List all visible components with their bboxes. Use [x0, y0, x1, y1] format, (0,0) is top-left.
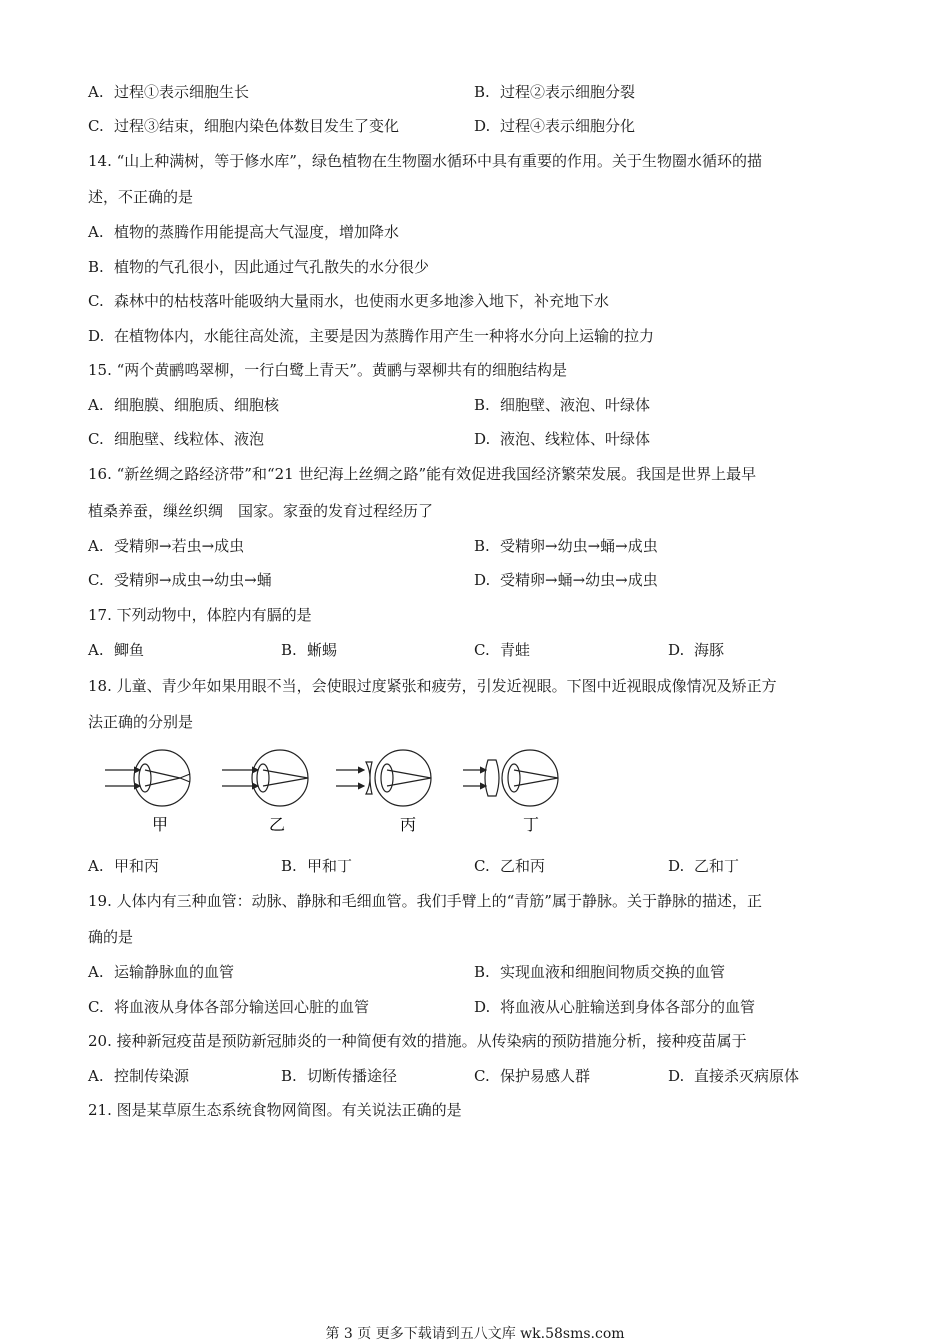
eye-diagram-jia [105, 750, 190, 806]
eye-diagram-bing [336, 750, 431, 806]
q14-option-c: C. 森林中的枯枝落叶能吸纳大量雨水，也使雨水更多地渗入地下，补充地下水 [88, 292, 610, 310]
q17-option-a: A. 鲫鱼 [88, 641, 145, 659]
q15-stem: 15. “两个黄鹂鸣翠柳，一行白鹭上青天”。黄鹂与翠柳共有的细胞结构是 [88, 361, 567, 379]
q16-stem-line1: 16. “新丝绸之路经济带”和“21 世纪海上丝绸之路”能有效促进我国经济繁荣发展。我国是世界上最早 [88, 465, 757, 483]
q17-option-c: C. 青蛙 [474, 641, 531, 659]
q15-option-c: C. 细胞壁、线粒体、液泡 [88, 430, 265, 448]
q17-stem: 17. 下列动物中，体腔内有膈的是 [88, 606, 312, 624]
q17-option-b: B. 蜥蜴 [281, 641, 338, 659]
q14-option-a: A. 植物的蒸腾作用能提高大气湿度，增加降水 [88, 223, 400, 241]
eye-diagram-yi [222, 750, 308, 806]
q19-option-a: A. 运输静脉血的血管 [88, 963, 235, 981]
q20-option-a: A. 控制传染源 [88, 1067, 190, 1085]
q19-option-d: D. 将血液从心脏输送到身体各部分的血管 [474, 998, 756, 1016]
q14-stem-line1: 14. “山上种满树，等于修水库”，绿色植物在生物圈水循环中具有重要的作用。关于生物圈水循环的描 [88, 152, 762, 170]
figure-label-jia: 甲 [151, 815, 169, 834]
q18-stem-line1: 18. 儿童、青少年如果用眼不当，会使眼过度紧张和疲劳，引发近视眼。下图中近视眼成像情况及矫正方 [88, 677, 777, 695]
q21-stem: 21. 图是某草原生态系统食物网简图。有关说法正确的是 [88, 1101, 462, 1119]
q18-option-c: C. 乙和丙 [474, 857, 546, 875]
q19-stem-line1: 19. 人体内有三种血管：动脉、静脉和毛细血管。我们手臂上的“青筋”属于静脉。关于静脉的描述，正 [88, 892, 762, 910]
q13-option-b: B. 过程②表示细胞分裂 [474, 83, 636, 101]
q16-option-c: C. 受精卵→成虫→幼虫→蛹 [88, 571, 272, 589]
q19-stem-line2: 确的是 [88, 928, 134, 946]
q16-option-b: B. 受精卵→幼虫→蛹→成虫 [474, 537, 658, 555]
q13-option-c: C. 过程③结束，细胞内染色体数目发生了变化 [88, 117, 400, 135]
q18-option-a: A. 甲和丙 [88, 857, 160, 875]
q14-option-d: D. 在植物体内，水能往高处流，主要是因为蒸腾作用产生一种将水分向上运输的拉力 [88, 327, 655, 345]
q16-stem-line2: 植桑养蚕，缫丝织绸 国家。家蚕的发育过程经历了 [88, 502, 434, 520]
q20-option-d: D. 直接杀灭病原体 [668, 1067, 800, 1085]
q15-option-a: A. 细胞膜、细胞质、细胞核 [88, 396, 280, 414]
q19-option-c: C. 将血液从身体各部分输送回心脏的血管 [88, 998, 370, 1016]
q15-option-d: D. 液泡、线粒体、叶绿体 [474, 430, 651, 448]
q18-option-b: B. 甲和丁 [281, 857, 353, 875]
q15-option-b: B. 细胞壁、液泡、叶绿体 [474, 396, 651, 414]
figure-label-yi: 乙 [268, 815, 286, 834]
q20-option-b: B. 切断传播途径 [281, 1067, 398, 1085]
q14-stem-line2: 述，不正确的是 [88, 188, 194, 206]
q19-option-b: B. 实现血液和细胞间物质交换的血管 [474, 963, 726, 981]
q20-stem: 20. 接种新冠疫苗是预防新冠肺炎的一种简便有效的措施。从传染病的预防措施分析，接种疫苗属于 [88, 1032, 747, 1050]
eye-diagrams-figure [100, 748, 580, 838]
q20-option-c: C. 保护易感人群 [474, 1067, 591, 1085]
q14-option-b: B. 植物的气孔很小，因此通过气孔散失的水分很少 [88, 258, 430, 276]
q13-option-a: A. 过程①表示细胞生长 [88, 83, 250, 101]
figure-label-bing: 丙 [399, 815, 417, 834]
eye-diagram-ding [463, 750, 558, 806]
page-footer: 第 3 页 更多下载请到五八文库 wk.58sms.com [325, 1326, 625, 1342]
q16-option-d: D. 受精卵→蛹→幼虫→成虫 [474, 571, 658, 589]
figure-label-ding: 丁 [522, 815, 540, 834]
q13-option-d: D. 过程④表示细胞分化 [474, 117, 636, 135]
q16-option-a: A. 受精卵→若虫→成虫 [88, 537, 245, 555]
q18-option-d: D. 乙和丁 [668, 857, 740, 875]
q18-stem-line2: 法正确的分别是 [88, 713, 194, 731]
q17-option-d: D. 海豚 [668, 641, 725, 659]
